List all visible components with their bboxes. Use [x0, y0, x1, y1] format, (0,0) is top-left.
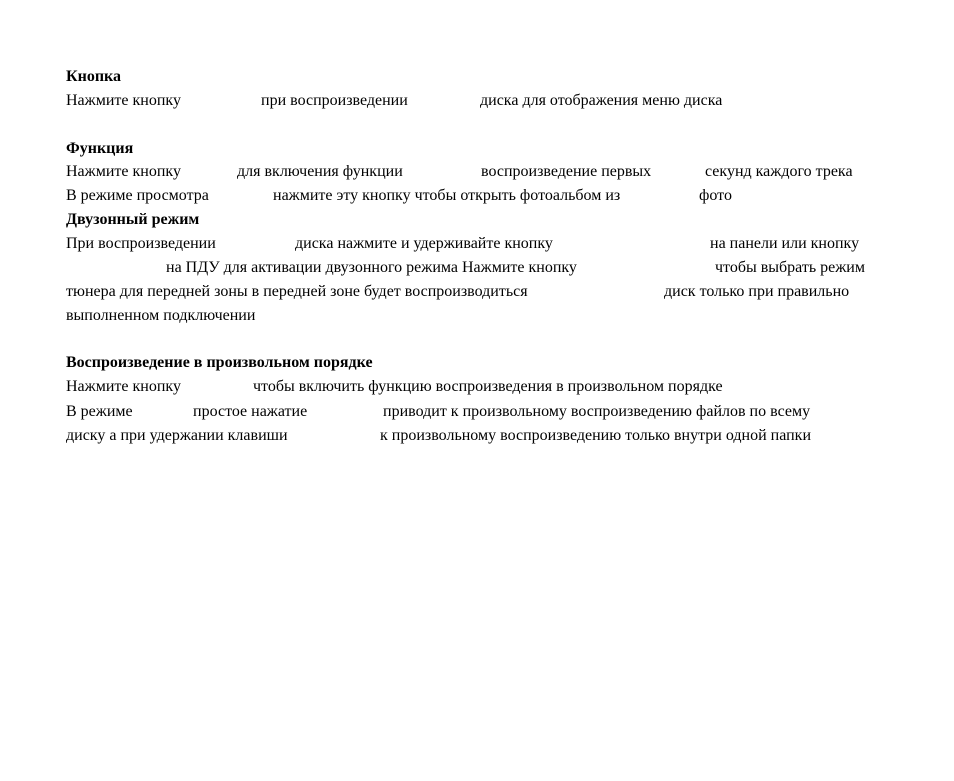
text-fragment: на ПДУ для активации двузонного режима Нажмите кнопку — [166, 259, 577, 276]
text-fragment: В режиме — [66, 403, 133, 420]
text-fragment: на панели или кнопку — [710, 235, 860, 252]
section-heading-button: Кнопка — [66, 68, 122, 85]
text-fragment: приводит к произвольному воспроизведению файлов по всему — [383, 403, 811, 420]
section-heading-dual-zone: Двузонный режим — [66, 211, 200, 228]
text-fragment: Нажмите кнопку — [66, 378, 181, 395]
text-fragment: диска для отображения меню диска — [480, 92, 723, 109]
text-fragment: воспроизведение первых — [481, 163, 652, 180]
text-fragment: чтобы включить функцию воспроизведения в произвольном порядке — [253, 378, 723, 395]
text-fragment: выполненном подключении — [66, 307, 256, 324]
text-fragment: диску а при удержании клавиши — [66, 427, 288, 444]
text-fragment: В режиме просмотра — [66, 187, 209, 204]
text-fragment: нажмите эту кнопку чтобы открыть фотоальбом из — [273, 187, 621, 204]
text-fragment: диск только при правильно — [664, 283, 850, 300]
text-fragment: фото — [699, 187, 732, 204]
text-fragment: для включения функции — [237, 163, 403, 180]
text-fragment: При воспроизведении — [66, 235, 216, 252]
text-fragment: к произвольному воспроизведению только внутри одной папки — [380, 427, 812, 444]
text-fragment: Нажмите кнопку — [66, 92, 181, 109]
text-fragment: при воспроизведении — [261, 92, 408, 109]
text-fragment: диска нажмите и удерживайте кнопку — [295, 235, 553, 252]
text-fragment: Нажмите кнопку — [66, 163, 181, 180]
section-heading-function: Функция — [66, 140, 134, 157]
text-fragment: чтобы выбрать режим — [715, 259, 865, 276]
text-fragment: секунд каждого трека — [705, 163, 853, 180]
text-fragment: простое нажатие — [193, 403, 308, 420]
text-fragment: тюнера для передней зоны в передней зоне будет воспроизводиться — [66, 283, 528, 300]
section-heading-random-play: Воспроизведение в произвольном порядке — [66, 354, 373, 371]
